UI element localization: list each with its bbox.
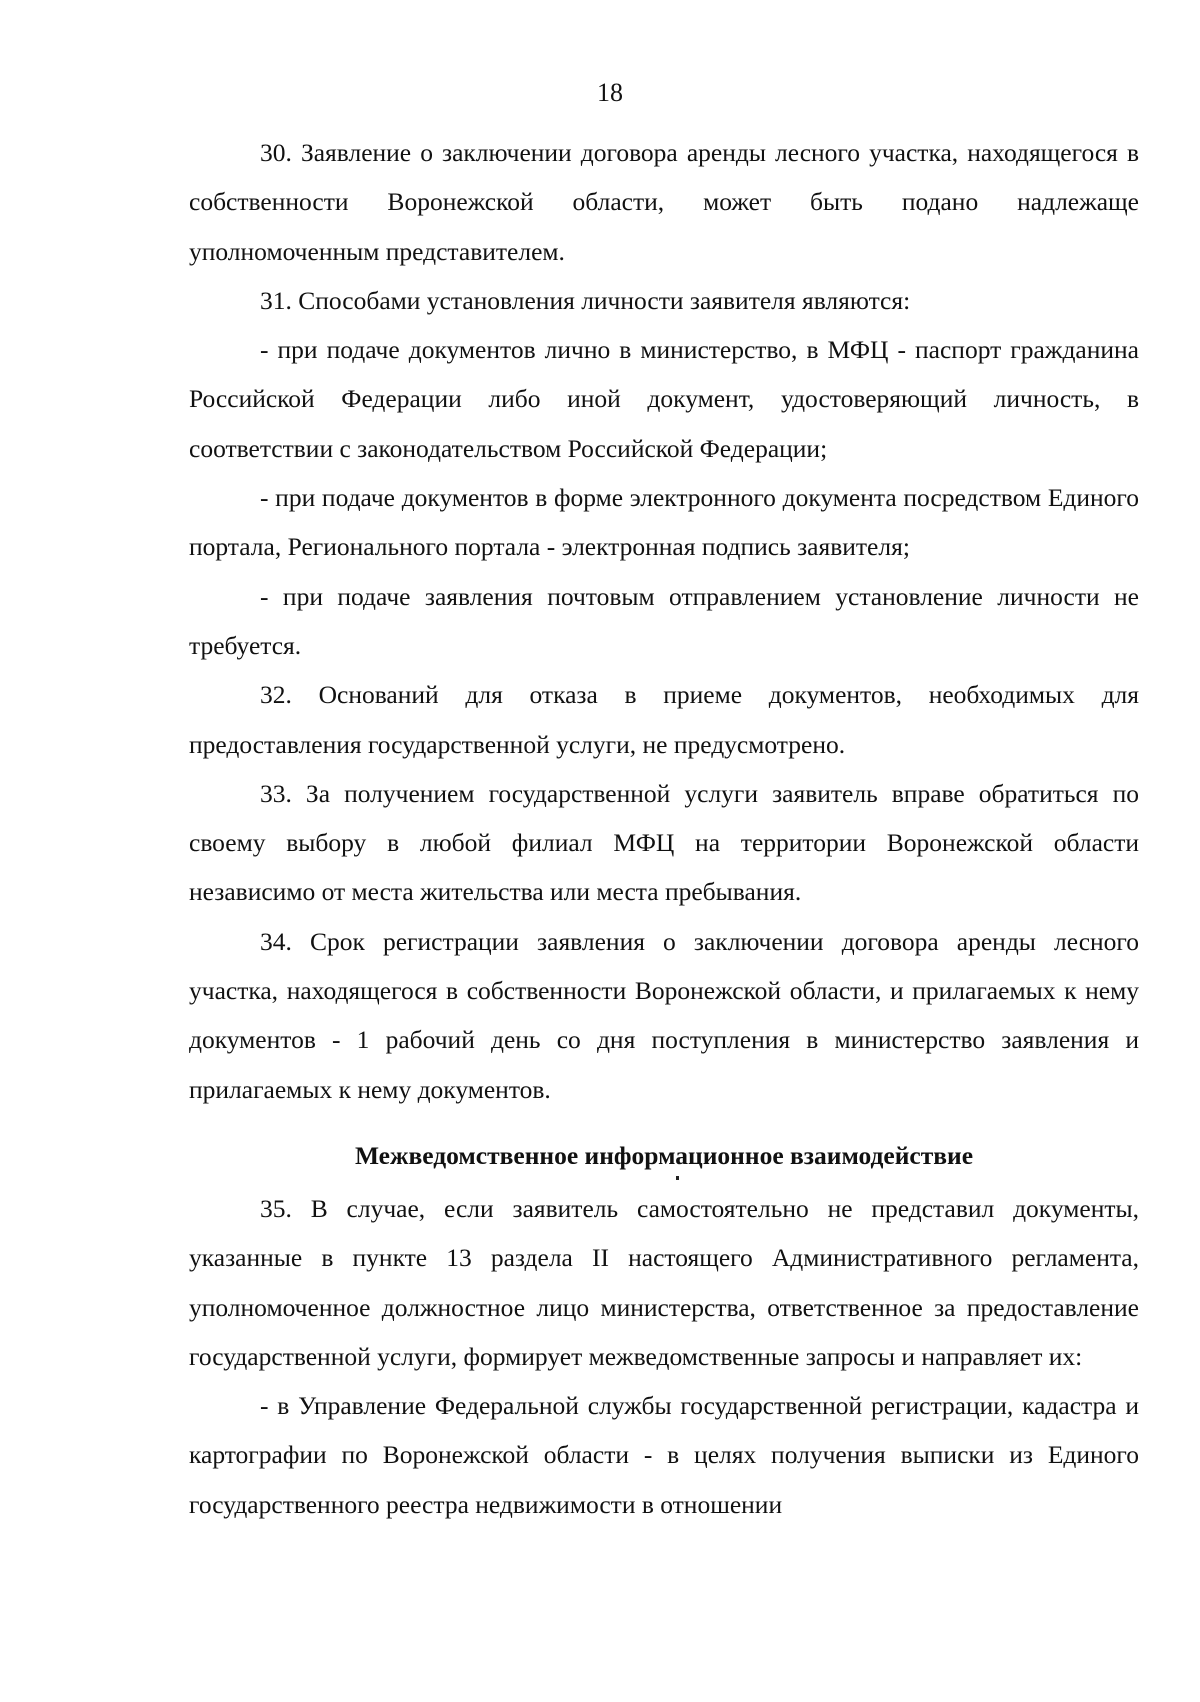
page-number: 18: [597, 78, 623, 107]
paragraph-34: 34. Срок регистрации заявления о заключении договора аренды лесного участка, находящегося в собственности Воронежской области, и прилагаемых к нему документов - 1 рабочий день со дня поступления в министерство заявления и прилагаемых к нему документов.: [189, 926, 1139, 1104]
document-body: [189, 128, 1139, 1529]
scan-speck: [676, 1176, 679, 1180]
list-item-electronic: - при подаче документов в форме электронного документа посредством Единого портала, Регионального портала - электронная подпись заявителя;: [189, 483, 1139, 562]
paragraph-30: 30. Заявление о заключении договора аренды лесного участка, находящегося в собственности Воронежской области, может быть подано надлежаще уполномоченным представителем.: [189, 138, 1139, 266]
paragraph-31: 31. Способами установления личности заявителя являются:: [260, 285, 911, 315]
section-heading: Межведомственное информационное взаимодействие: [354, 1140, 974, 1170]
list-item-postal: - при подаче заявления почтовым отправлением установление личности не требуется.: [189, 581, 1139, 660]
paragraph-32: 32. Оснований для отказа в приеме документов, необходимых для предоставления государственной услуги, не предусмотрено.: [189, 680, 1139, 759]
list-item-rosreestr: - в Управление Федеральной службы государственной регистрации, кадастра и картографии по Воронежской области - в целях получения выписки из Единого государственного реестра недвижимости в отношении: [189, 1391, 1139, 1519]
paragraph-35: 35. В случае, если заявитель самостоятельно не представил документы, указанные в пункте 13 раздела II настоящего Административного регламента, уполномоченное должностное лицо министерства, ответственное за предоставление государственной услуги, формирует межведомственные запросы и направляет их:: [189, 1193, 1139, 1371]
list-item-in-person: - при подаче документов лично в министерство, в МФЦ - паспорт гражданина Российской Федерации либо иной документ, удостоверяющий личность, в соответствии с законодательством Российской Федерации;: [189, 335, 1139, 463]
paragraph-33: 33. За получением государственной услуги заявитель вправе обратиться по своему выбору в любой филиал МФЦ на территории Воронежской области независимо от места жительства или места пребывания.: [189, 778, 1139, 907]
